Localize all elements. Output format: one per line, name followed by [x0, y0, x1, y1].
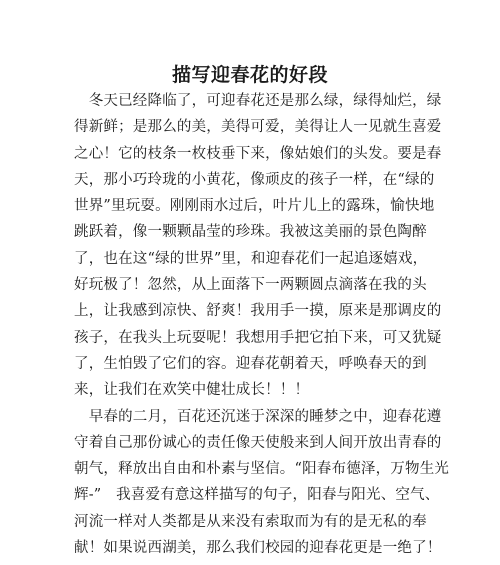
text-line: 早春的二月，百花还沉迷于深深的睡梦之中，迎春花遵	[74, 408, 442, 425]
text-line: 得新鲜；是那么的美，美得可爱，美得让人一见就生喜爱	[74, 119, 442, 136]
text-line: 辉-” 我喜爱有意这样描写的句子，阳春与阳光、空气、	[74, 487, 440, 504]
text-line: 了，也在这“绿的世界”里，和迎春花们一起追逐嬉戏，	[74, 250, 428, 267]
text-line: 朝气，释放出自由和朴素与坚信。“阳春布德泽，万物生光	[74, 461, 450, 478]
text-line: 来，让我们在欢笑中健壮成长！！！	[74, 382, 310, 399]
text-line: 河流一样对人类都是从来没有索取而为有的是无私的奉	[74, 513, 427, 530]
text-line: 天，那小巧玲珑的小黄花，像顽皮的孩子一样，在“绿的	[74, 171, 435, 188]
text-line: 孩子，在我头上玩耍呢！我想用手把它拍下来，可又犹疑	[74, 329, 442, 346]
text-line: 好玩极了！忽然，从上面落下一两颗圆点滴落在我的头	[74, 277, 427, 294]
text-line: 世界”里玩耍。刚刚雨水过后，叶片儿上的露珠，愉快地	[74, 198, 435, 215]
text-line: 冬天已经降临了，可迎春花还是那么绿，绿得灿烂，绿	[74, 93, 442, 109]
document-title: 描写迎春花的好段	[171, 64, 328, 86]
document-body	[74, 88, 450, 561]
text-line: 献！如果说西湖美，那么我们校园的迎春花更是一绝了！	[74, 540, 442, 557]
text-line: 上，让我感到凉快、舒爽！我用手一摸，原来是那调皮的	[74, 303, 442, 320]
text-line: 了，生怕毁了它们的容。迎春花朝着天，呼唤春天的到	[74, 355, 427, 372]
text-line: 守着自己那份诚心的责任像天使般来到人间开放出青春的	[74, 434, 442, 451]
text-line: 跳跃着，像一颗颗晶莹的珍珠。我被这美丽的景色陶醉	[74, 224, 427, 241]
text-line: 之心！它的枝条一枚枝垂下来，像姑娘们的头发。要是春	[74, 145, 442, 162]
